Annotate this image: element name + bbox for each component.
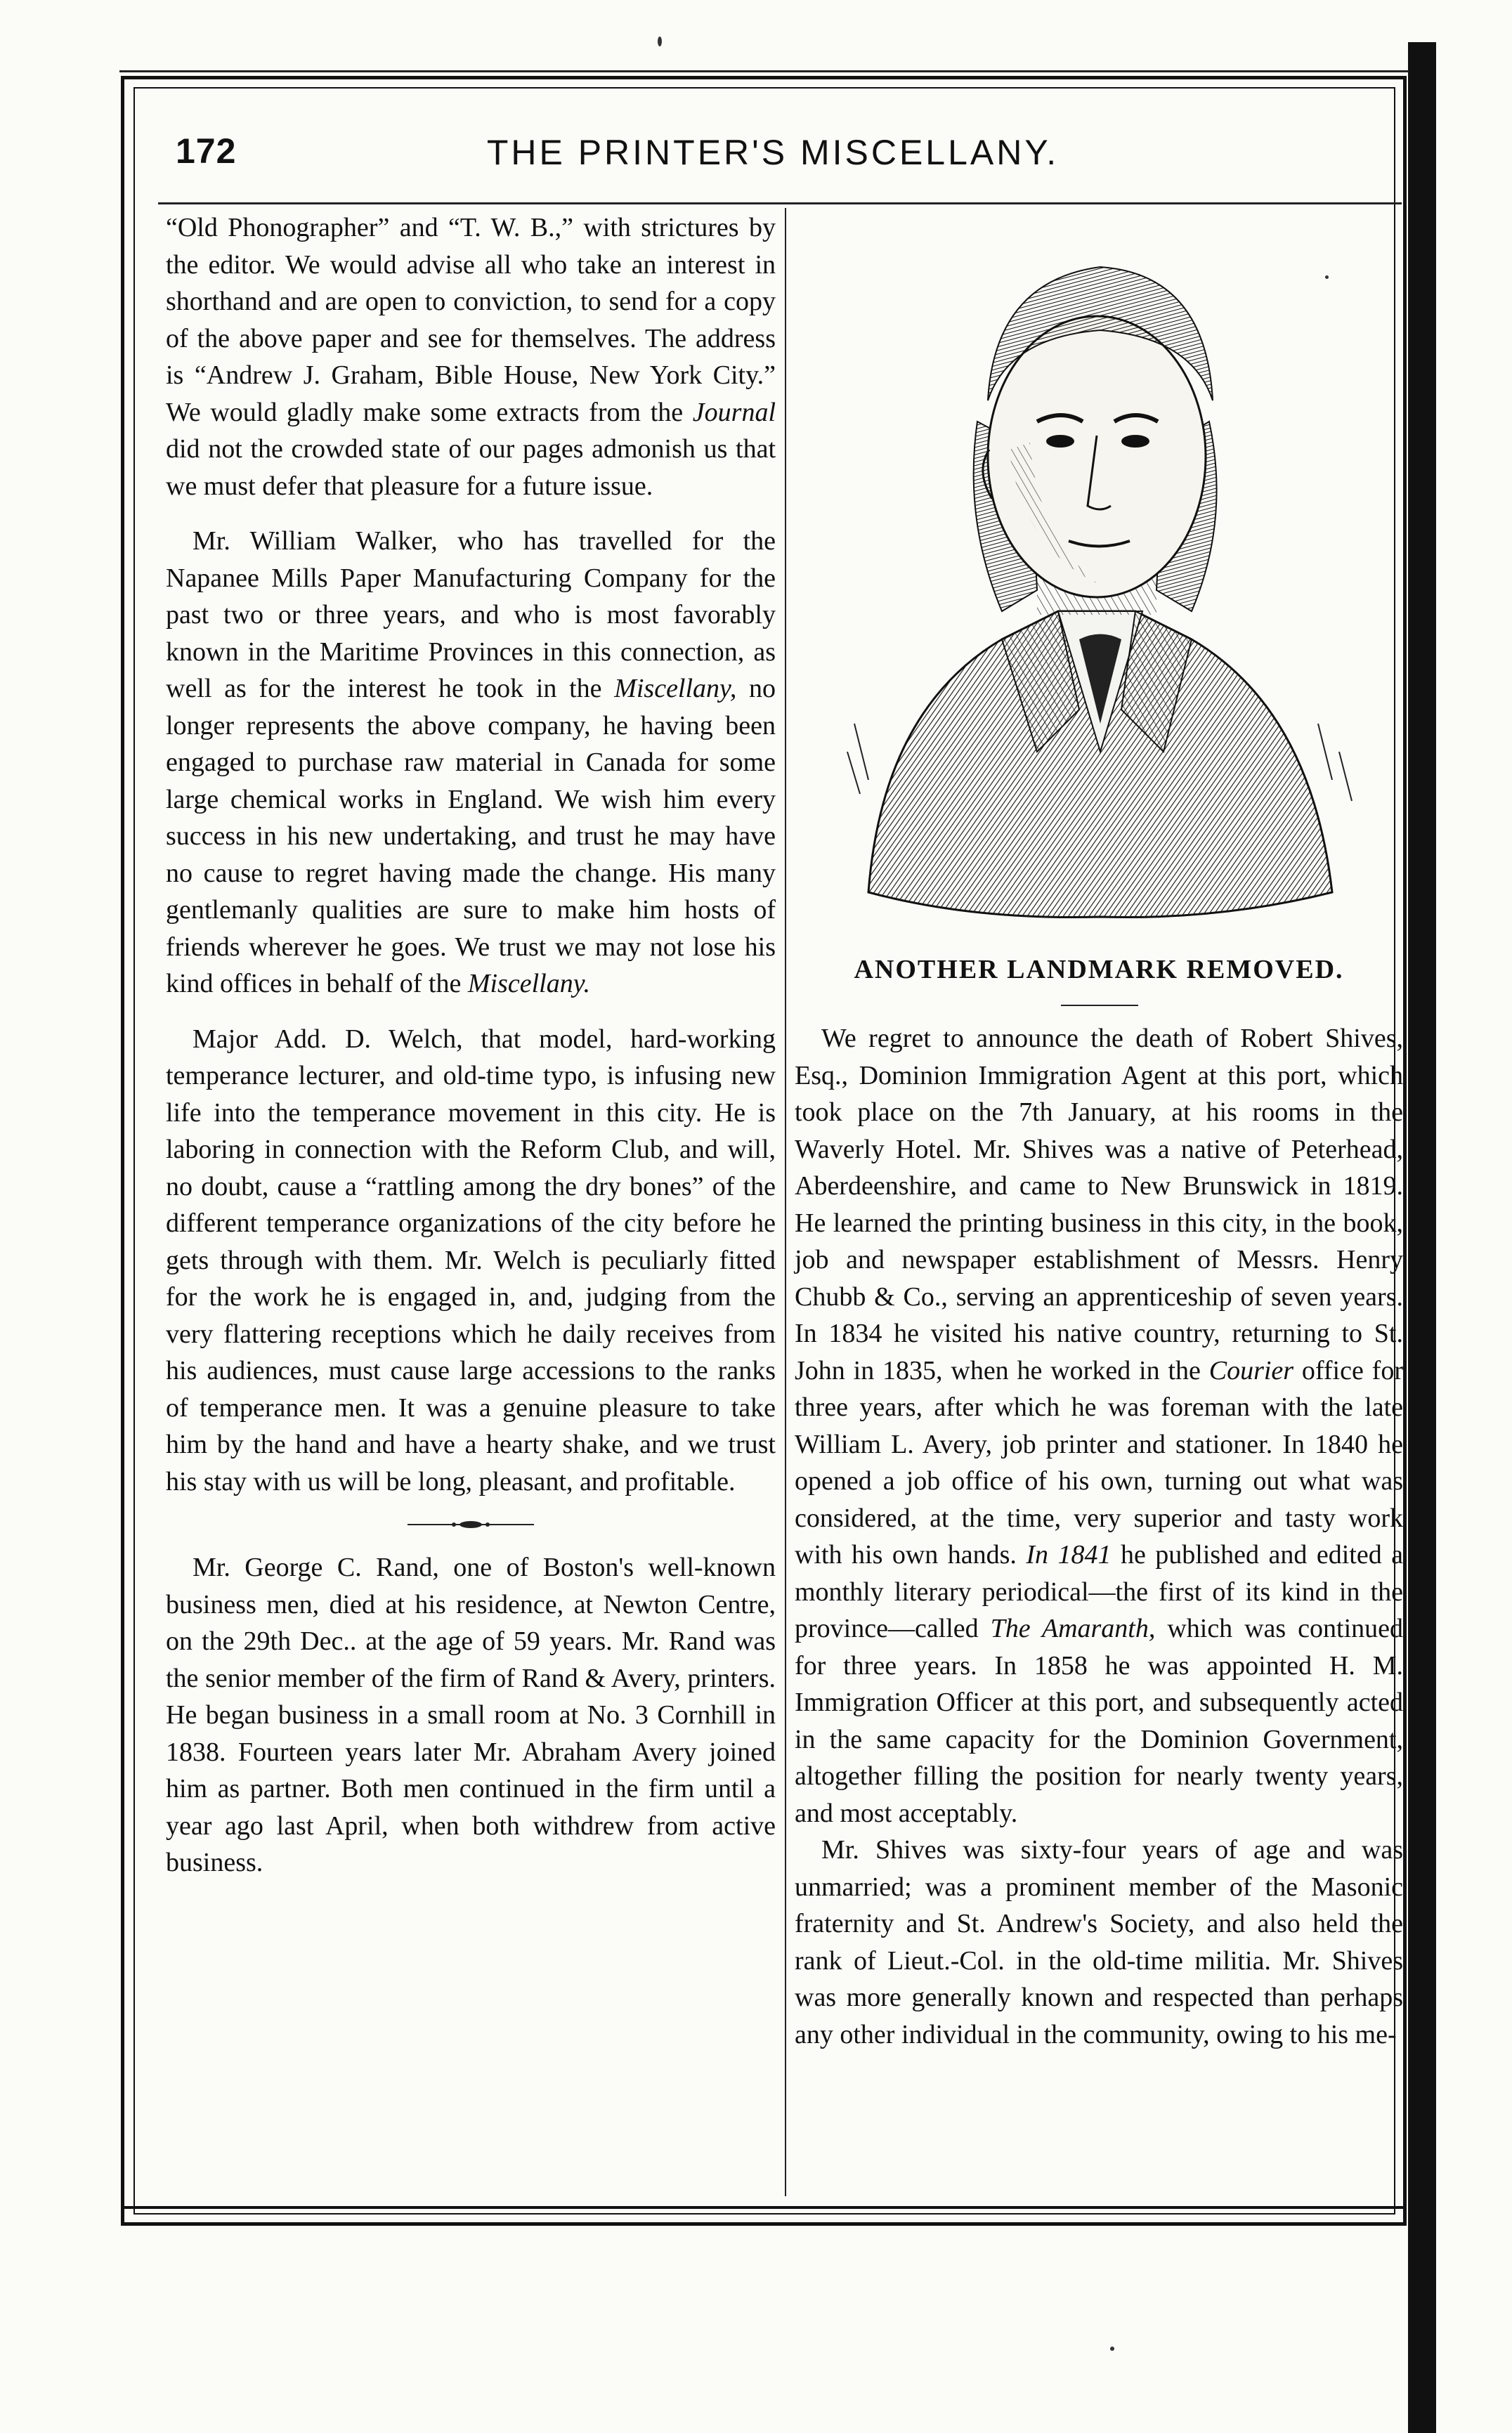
left-column bbox=[166, 209, 776, 1881]
journal-title: THE PRINTER'S MISCELLANY. bbox=[486, 133, 1060, 172]
paragraph-shives-character: Mr. Shives was sixty-four years of age and was unmarried; was a prominent member of the Masonic fraternity and St. Andrew's Society, and also held the rank of Lieut.-Col. in the old-time militia. Mr. Shives was more generally known and respected than perhaps any other individual in the community, owing to his me- bbox=[795, 1835, 1403, 2049]
ornament-dash-icon bbox=[408, 1518, 534, 1532]
section-ornament bbox=[166, 1500, 776, 1549]
paragraph-robert-shives: We regret to announce the death of Robert Shives, Esq., Dominion Immigration Agent at this port, which took place on the 7th January, at his rooms in the Waverly Hotel. Mr. Shives was a native of Peterhead, Aberdeenshire, and came to New Brunswick in 1819. He learned the printing business in this city, in the book, job and newspaper establishment of Messrs. Henry Chubb & Co., serving an apprenticeship of seven years. In 1834 he visited his native country, returning to St. John in 1835, when he worked in the Courier office for three years, after which he was foreman with the late William L. Avery, job printer and stationer. In 1840 he opened a job office of his own, turning out what was considered, at the time, very superior and tasty work with his own hands. In 1841 he published and edited a monthly literary periodical—the first of its kind in the province—called The Amaranth, which was continued for three years. In 1858 he was appointed H. M. Immigration Officer at this port, and subsequently acted in the same capacity for the Dominion Government, altogether filling the position for nearly twenty years, and most acceptably. bbox=[795, 1024, 1404, 1828]
paragraph-phonography: “Old Phonographer” and “T. W. B.,” with strictures by the editor. We would advise all who take an interest in shorthand and are open to conviction, to send for a copy of the above paper and see for themselves. The address is “Andrew J. Graham, Bible House, New York City.” We would gladly make some extracts from the Journal did not the crowded state of our pages admonish us that we must defer that pleasure for a future issue. bbox=[166, 213, 776, 501]
scan-speck bbox=[658, 37, 662, 46]
top-rule bbox=[119, 70, 1409, 72]
scan-speck bbox=[1110, 2347, 1114, 2351]
article-caption: ANOTHER LANDMARK REMOVED. bbox=[854, 955, 1344, 984]
header-rule bbox=[158, 202, 1402, 204]
running-head bbox=[155, 131, 1391, 180]
portrait-engraving bbox=[826, 218, 1367, 920]
column-divider bbox=[785, 208, 786, 2196]
paragraph-william-walker: Mr. William Walker, who has travelled for the Napanee Mills Paper Manufacturing Company for the past two or three years, and who is most favorably known in the Maritime Provinces in this connection, as well as for the interest he took in the Miscellany, no longer represents the above company, he having been engaged to purchase raw material in Canada for some large chemical works in England. We wish him every success in his new undertaking, and trust he may have no cause to regret having made the change. His many gentlemanly qualities are sure to make him hosts of friends wherever he goes. We trust we may not lose his kind offices in behalf of the Miscellany. bbox=[166, 526, 776, 998]
page-number: 172 bbox=[176, 131, 237, 171]
paragraph-george-rand: Mr. George C. Rand, one of Boston's well-known business men, died at his residence, at Newton Centre, on the 29th Dec.. at the age of 59 years. Mr. Rand was the senior member of the firm of Rand & Avery, printers. He began business in a small room at No. 3 Cornhill in 1838. Fourteen years later Mr. Abraham Avery joined him as partner. Both men continued in the firm until a year ago last April, when both withdrew from active business. bbox=[166, 1553, 776, 1877]
right-column bbox=[795, 1020, 1403, 2053]
paragraph-major-welch: Major Add. D. Welch, that model, hard-working temperance lecturer, and old-time typo, is infusing new life into the temperance movement in this city. He is laboring in connection with the Reform Club, and will, no doubt, cause a “rattling among the dry bones” of the different temperance organizations of the city before he gets through with them. Mr. Welch is peculiarly fitted for the work he is engaged in, and, judging from the very flattering receptions which he daily receives from his audiences, must cause large accessions to the ranks of temperance men. It was a genuine pleasure to take him by the hand and have a hearty shake, and we trust his stay with us will be long, pleasant, and profitable. bbox=[166, 1024, 776, 1496]
scan-edge-shadow bbox=[1408, 42, 1436, 2433]
caption-rule bbox=[1061, 1005, 1138, 1006]
bottom-rule bbox=[121, 2206, 1407, 2209]
